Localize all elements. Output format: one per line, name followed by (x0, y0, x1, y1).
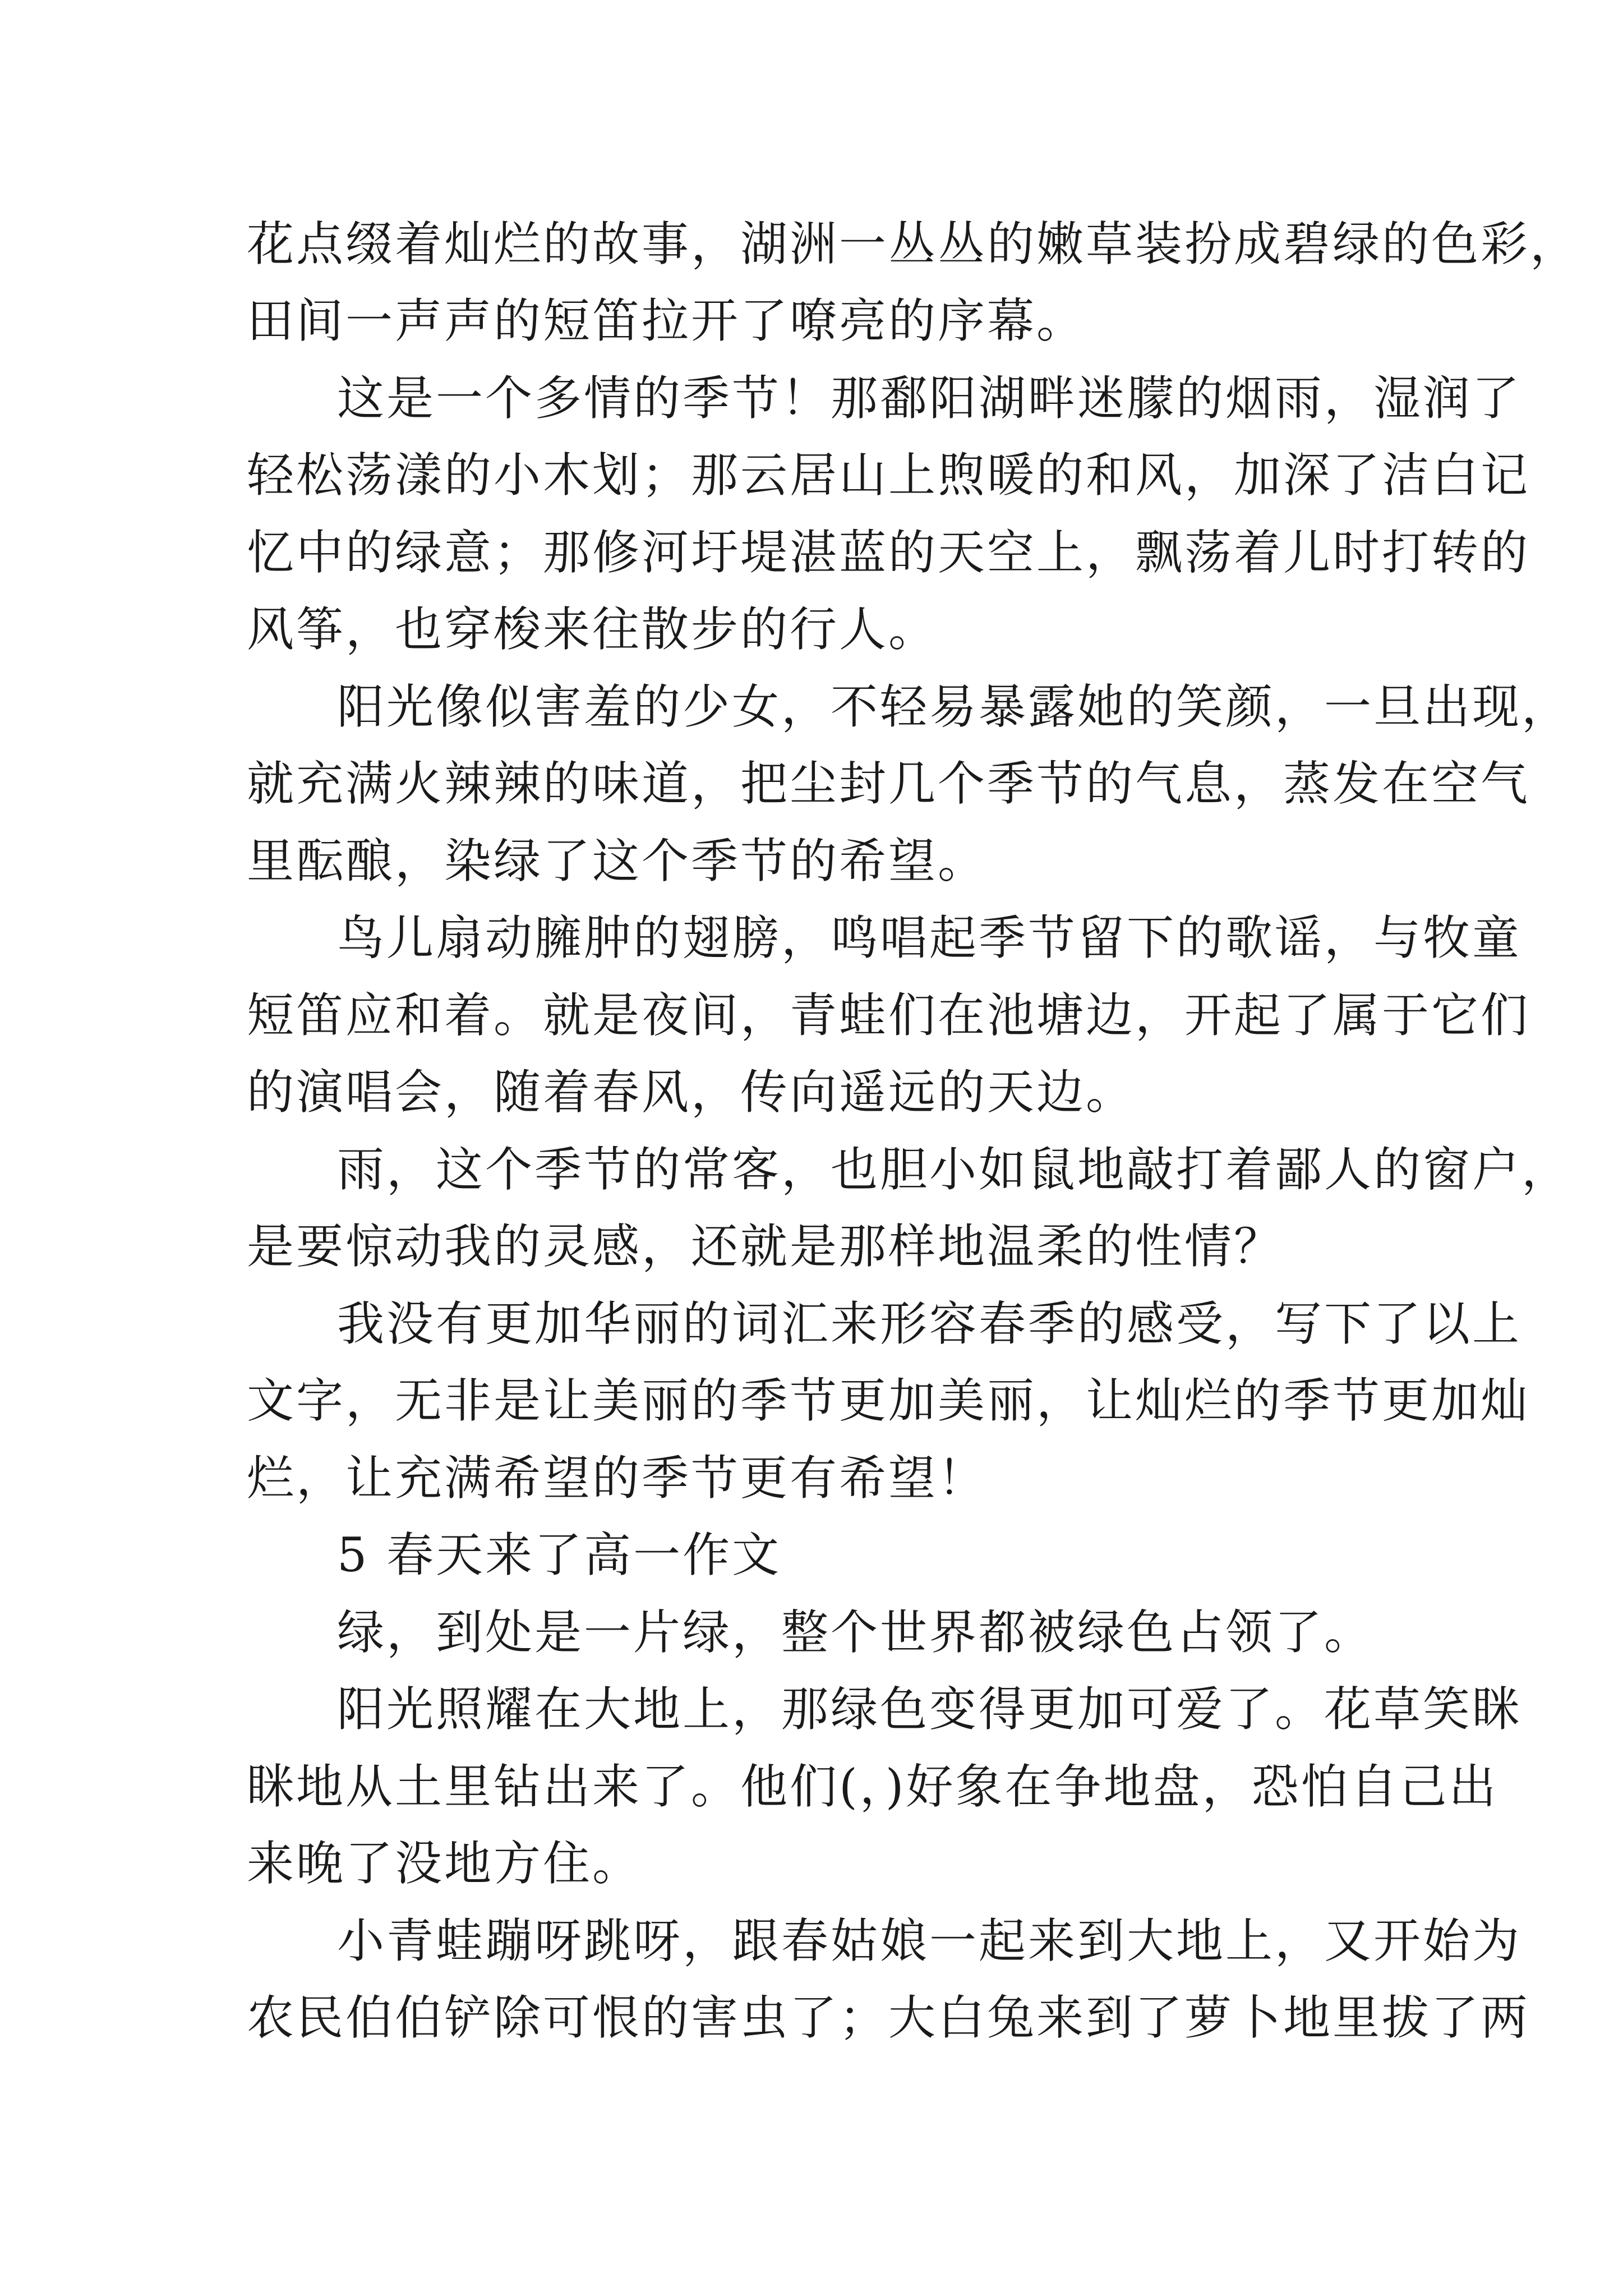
text-line: 忆中的绿意；那修河圩堤湛蓝的天空上，飘荡着儿时打转的 (247, 525, 1530, 580)
text-line: 风筝，也穿梭来往散步的行人。 (247, 602, 938, 657)
text-line: 小青蛙蹦呀跳呀，跟春姑娘一起来到大地上，又开始为 (337, 1913, 1522, 1968)
text-line: 阳光像似害羞的少女，不轻易暴露她的笑颜，一旦出现， (337, 679, 1571, 734)
text-line: 眯地从土里钻出来了。他们(，)好象在争地盘，恐怕自己出 (247, 1759, 1498, 1814)
text-line: 鸟儿扇动臃肿的翅膀，鸣唱起季节留下的歌谣，与牧童 (337, 910, 1522, 965)
text-line: 文字，无非是让美丽的季节更加美丽，让灿烂的季节更加灿 (247, 1373, 1530, 1428)
text-line: 里酝酿，染绿了这个季节的希望。 (247, 834, 988, 889)
text-line: 农民伯伯铲除可恨的害虫了；大白兔来到了萝卜地里拔了两 (247, 1990, 1530, 2045)
text-line: 花点缀着灿烂的故事，湖洲一丛丛的嫩草装扮成碧绿的色彩， (247, 217, 1580, 272)
text-line: 烂，让充满希望的季节更有希望！ (247, 1451, 988, 1506)
text-line: 轻松荡漾的小木划；那云居山上煦暖的和风，加深了洁白记 (247, 448, 1530, 503)
text-line: 绿，到处是一片绿，整个世界都被绿色占领了。 (337, 1605, 1374, 1660)
text-line: 阳光照耀在大地上，那绿色变得更加可爱了。花草笑眯 (337, 1682, 1522, 1737)
text-line: 我没有更加华丽的词汇来形容春季的感受，写下了以上 (337, 1296, 1522, 1351)
text-line: 来晚了没地方住。 (247, 1836, 642, 1891)
text-line: 就充满火辣辣的味道，把尘封几个季节的气息，蒸发在空气 (247, 756, 1530, 811)
text-line: 雨，这个季节的常客，也胆小如鼠地敲打着鄙人的窗户， (337, 1142, 1571, 1197)
text-line: 短笛应和着。就是夜间，青蛙们在池塘边，开起了属于它们 (247, 988, 1530, 1043)
text-line: 是要惊动我的灵感，还就是那样地温柔的性情？ (247, 1219, 1284, 1274)
section-heading: 5 春天来了高一作文 (337, 1527, 782, 1582)
text-line: 田间一声声的短笛拉开了嘹亮的序幕。 (247, 293, 1086, 348)
text-line: 这是一个多情的季节！那鄱阳湖畔迷朦的烟雨，湿润了 (337, 371, 1522, 426)
text-line: 的演唱会，随着春风，传向遥远的天边。 (247, 1065, 1136, 1120)
